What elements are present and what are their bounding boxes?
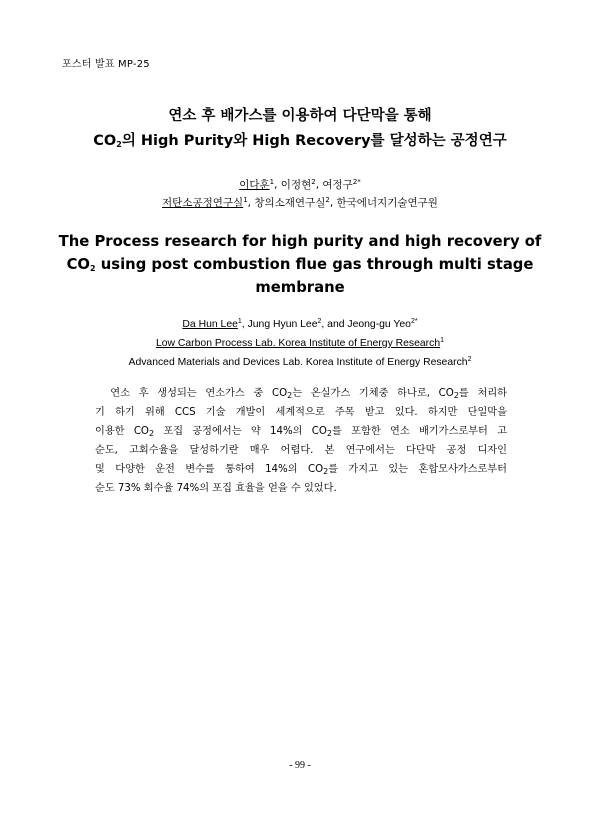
korean-affiliation-list <box>0 194 600 212</box>
korean-author-2: 이정현 <box>280 179 312 191</box>
english-author-2: , Jung Hyun Lee <box>241 319 318 330</box>
english-title <box>0 230 600 299</box>
english-authors-block <box>0 315 600 372</box>
english-affiliation-2-sup: 2 <box>467 356 472 363</box>
english-author-3: , and Jeong-gu Yeo <box>321 319 411 330</box>
abstract-paragraph <box>95 384 507 498</box>
korean-title-line2 <box>0 129 600 154</box>
english-affiliation-2: Advanced Materials and Devices Lab. Korea Institute of Energy Research <box>128 357 468 368</box>
english-affiliation-1-sup: 1 <box>440 337 445 344</box>
korean-affiliation-1: 저탄소공정연구실 <box>162 197 244 209</box>
english-affiliation-1-line <box>0 334 600 353</box>
korean-title <box>0 104 600 154</box>
korean-title-line1: 연소 후 배가스를 이용하여 다단막을 통해 <box>168 108 432 124</box>
korean-authors-block <box>0 176 600 212</box>
abstract-text: 연소 후 생성되는 연소가스 중 CO <box>110 388 288 399</box>
english-author-list <box>0 315 600 334</box>
abstract-line-5 <box>95 460 507 479</box>
abstract-subscript: 2 <box>148 429 155 438</box>
korean-affiliation-3: 한국에너지기술연구원 <box>336 197 438 209</box>
korean-author-3: 여정구 <box>322 179 353 191</box>
korean-author-3-sup: 2* <box>352 178 361 186</box>
english-author-1: Da Hun Lee <box>182 319 238 330</box>
abstract-line-4: 순도, 고회수율을 달성하기란 매우 어렵다. 본 연구에서는 다단막 공정 디자인 <box>95 445 507 456</box>
english-title-rest: using post combustion flue gas through multi stage <box>95 256 534 273</box>
english-author-2-sup: 2 <box>317 318 322 325</box>
korean-affiliation-2: 창의소재연구실 <box>254 197 326 209</box>
abstract-text: 를 처리하 <box>458 388 508 399</box>
author-separator: , <box>315 179 323 191</box>
korean-title-rest: 의 High Purity와 High Recovery를 달성하는 공정연구 <box>121 133 507 149</box>
korean-author-1-sup: 1 <box>269 178 275 186</box>
korean-affiliation-2-sup: 2 <box>325 196 330 204</box>
korean-affiliation-1-sup: 1 <box>243 196 248 204</box>
page-number: - 99 - <box>289 760 311 771</box>
english-author-3-sup: 2* <box>410 318 418 325</box>
author-separator: , <box>274 179 281 191</box>
korean-title-co: CO <box>93 133 117 149</box>
english-title-line2 <box>0 253 600 276</box>
abstract-text: 포집 공정에서는 약 14%의 CO <box>154 426 327 437</box>
affiliation-separator: , <box>329 197 337 209</box>
abstract-text: 및 다양한 운전 변수를 통하여 14%의 CO <box>95 464 324 475</box>
english-author-1-sup: 1 <box>237 318 242 325</box>
session-label: 포스터 발표 MP-25 <box>62 59 150 70</box>
korean-title-subscript: 2 <box>116 140 122 149</box>
abstract-text: 를 포함한 연소 배기가스로부터 고 <box>332 426 507 437</box>
english-title-subscript: 2 <box>90 264 96 273</box>
english-title-line3: membrane <box>255 279 345 296</box>
korean-author-2-sup: 2 <box>311 178 316 186</box>
abstract-subscript: 2 <box>326 429 333 438</box>
abstract-subscript: 2 <box>287 391 293 400</box>
abstract-line-2: 기 하기 위해 CCS 기술 개발이 세계적으로 주목 받고 있다. 하지만 단일막을 <box>95 407 507 418</box>
abstract-line-6: 순도 73% 회수율 74%의 포집 효율을 얻을 수 있었다. <box>95 483 337 494</box>
korean-author-list <box>0 176 600 194</box>
abstract-line-1 <box>95 384 507 403</box>
abstract-text: 를 가지고 있는 혼합모사가스로부터 <box>328 464 507 475</box>
english-title-co: CO <box>66 256 91 273</box>
abstract-line-3 <box>95 422 507 441</box>
abstract-text: 는 온실가스 기체중 하나로, CO <box>292 388 454 399</box>
affiliation-separator: , <box>247 197 255 209</box>
english-affiliation-1: Low Carbon Process Lab. Korea Institute of Energy Research <box>155 338 441 349</box>
abstract-subscript: 2 <box>323 467 329 476</box>
korean-author-1: 이다훈 <box>239 179 270 191</box>
abstract-subscript: 2 <box>453 391 459 400</box>
english-title-line1: The Process research for high purity and high recovery of <box>58 233 542 250</box>
abstract-text: 이용한 CO <box>95 426 149 437</box>
english-affiliation-2-line <box>0 353 600 372</box>
